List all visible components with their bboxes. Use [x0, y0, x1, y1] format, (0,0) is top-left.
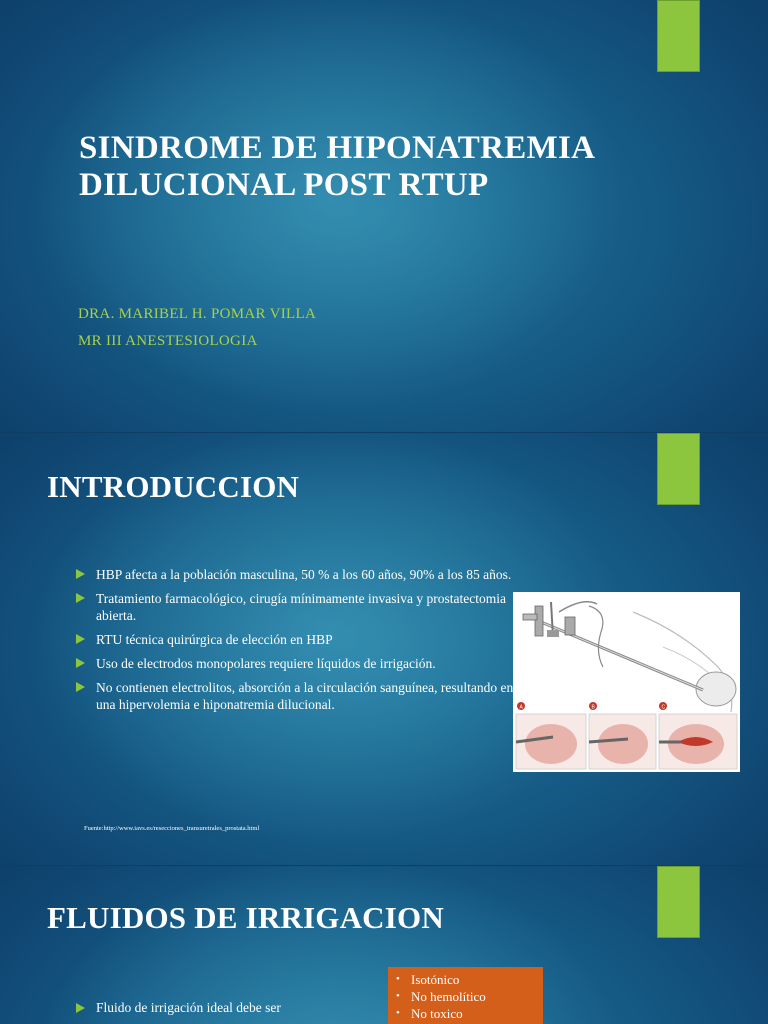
- bullet-triangle-icon: [76, 593, 85, 603]
- slide-introduccion: [0, 433, 768, 865]
- property-item: • Isotónico: [396, 971, 543, 988]
- bullet-item: [76, 655, 536, 672]
- property-item: • No hemolítico: [396, 988, 543, 1005]
- bullet-text: No contienen electrolitos, absorción a la circulación sanguínea, resultando en una hipervolemia e hiponatremia dilucional.: [96, 680, 514, 712]
- bullet-text: Fluido de irrigación ideal debe ser: [96, 1000, 281, 1015]
- property-item: • No toxico: [396, 1005, 543, 1022]
- accent-bar: [657, 433, 700, 505]
- bullet-item: [76, 679, 536, 713]
- bullet-triangle-icon: [76, 1003, 85, 1013]
- bullet-triangle-icon: [76, 658, 85, 668]
- bullet-list: [76, 566, 536, 720]
- accent-bar: [657, 866, 700, 938]
- bullet-item: [76, 631, 536, 648]
- panel-label-b: B: [591, 704, 595, 711]
- bullet-triangle-icon: [76, 682, 85, 692]
- bullet-text: Uso de electrodos monopolares requiere líquidos de irrigación.: [96, 656, 436, 671]
- resectoscope-illustration: [513, 592, 740, 772]
- slide-title-heading: SINDROME DE HIPONATREMIA DILUCIONAL POST RTUP: [79, 130, 594, 203]
- author-name: DRA. MARIBEL H. POMAR VILLA: [78, 306, 317, 322]
- accent-bar: [657, 0, 700, 72]
- bullet-triangle-icon: [76, 634, 85, 644]
- slide-fluidos: [0, 866, 768, 1024]
- bullet-item: [76, 566, 536, 583]
- bullet-text: Tratamiento farmacológico, cirugía mínimamente invasiva y prostatectomia abierta.: [96, 591, 507, 623]
- author-role: MR III ANESTESIOLOGIA: [78, 333, 258, 349]
- bullet-text: RTU técnica quirúrgica de elección en HBP: [96, 632, 333, 647]
- bullet-item: [76, 590, 536, 624]
- slide-heading: FLUIDOS DE IRRIGACION: [47, 900, 444, 935]
- bullet-item: [76, 1000, 281, 1016]
- slide-heading: INTRODUCCION: [47, 469, 300, 504]
- source-citation: Fuente:http://www.iavs.es/resecciones_transuretrales_prostata.html: [84, 825, 260, 832]
- slide-title: [0, 0, 768, 432]
- bullet-triangle-icon: [76, 569, 85, 579]
- panel-label-c: C: [661, 704, 666, 711]
- panel-label-a: A: [519, 704, 523, 711]
- properties-box: [388, 967, 543, 1024]
- bullet-text: HBP afecta a la población masculina, 50 % a los 60 años, 90% a los 85 años.: [96, 567, 512, 582]
